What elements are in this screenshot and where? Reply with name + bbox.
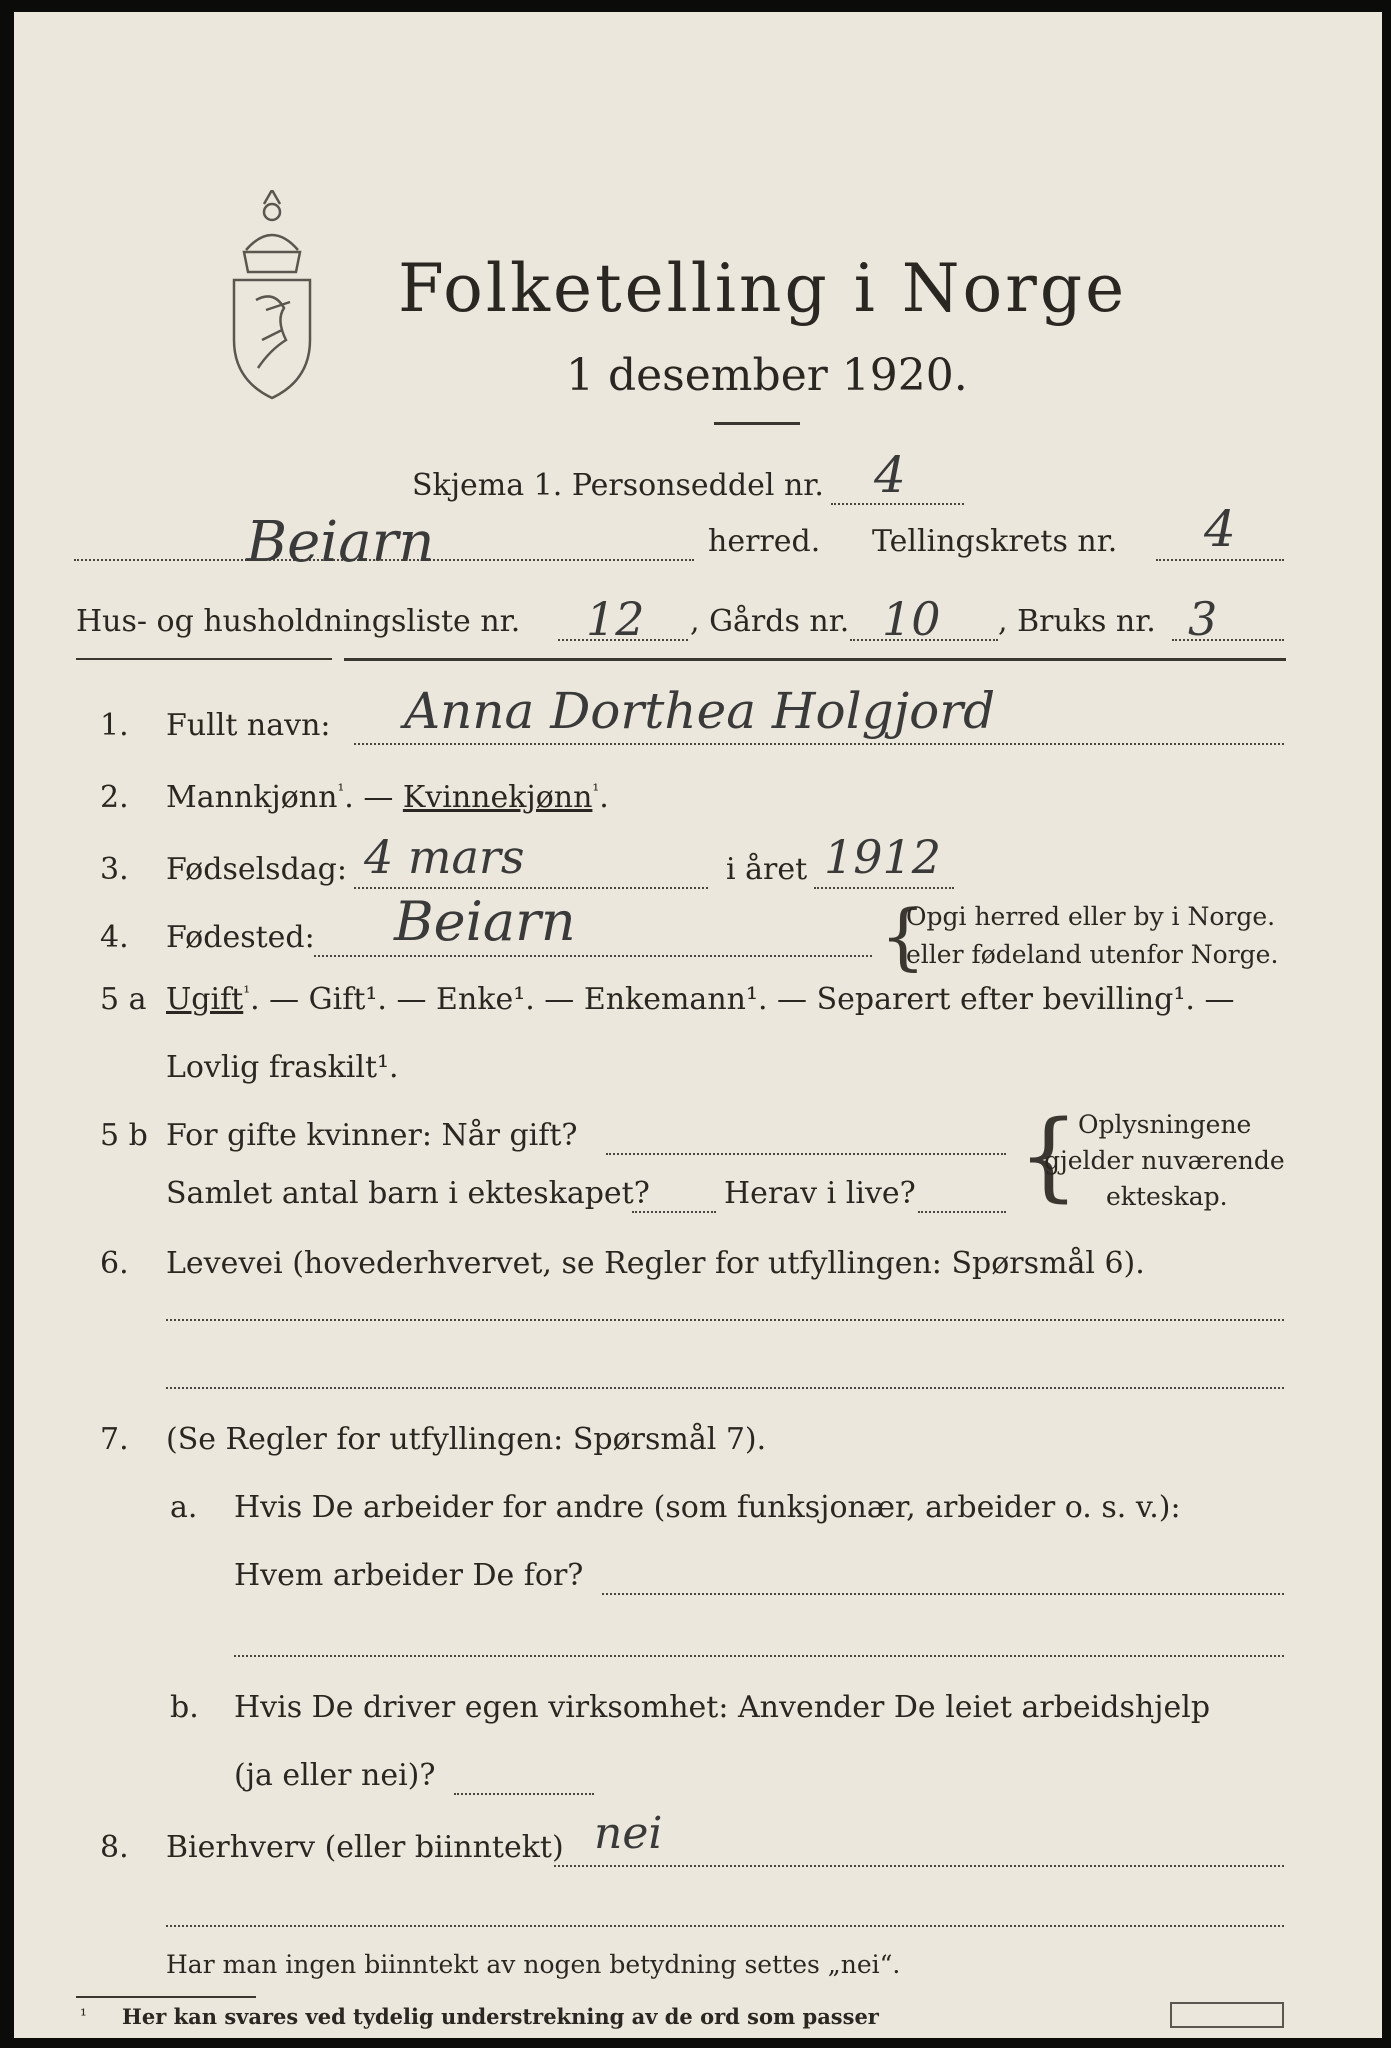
bruks-value: 3 [1188,592,1218,646]
q7b-label2: (ja eller nei)? [234,1758,436,1793]
q4-fill-line [314,955,872,957]
q5a-options [166,982,1234,1017]
q5b-note-line1: Oplysningene [1078,1110,1252,1139]
header-rule-right [344,658,1286,661]
q4-note-line2: eller fødeland utenfor Norge. [906,940,1279,969]
herred-value: Beiarn [246,510,435,575]
q2-male: Mannkjønn [166,780,338,815]
q3-value: 4 mars [364,830,525,884]
skjema-value: 4 [874,446,906,504]
skjema-label: Skjema 1. Personseddel nr. [412,468,824,503]
gaards-label: , Gårds nr. [690,604,850,639]
q7a-label2: Hvem arbeider De for? [234,1558,584,1593]
q5a-ugift: Ugift [166,982,244,1017]
q4-label: Fødested: [166,920,315,955]
q2-options [166,780,609,815]
q5b-label-alive: Herav i live? [724,1176,916,1211]
q5b-label-married: For gifte kvinner: Når gift? [166,1118,578,1153]
footnote-text: Her kan svares ved tydelig understrekning av de ord som passer [122,2004,879,2029]
q3-number: 3. [100,852,129,887]
bruks-label: , Bruks nr. [998,604,1156,639]
q5b-number: 5 b [100,1118,148,1153]
q2-end: . [599,780,609,815]
q3-year-label: i året [726,852,808,887]
q2-male-mark: ¹ [337,781,345,801]
q4-note-line1: Opgi herred eller by i Norge. [906,902,1276,931]
q8-fill-line2 [166,1925,1284,1927]
q7b-label: Hvis De driver egen virksomhet: Anvender De leiet arbeidshjelp [234,1690,1211,1725]
q2-female: Kvinnekjønn [402,780,593,815]
q2-number: 2. [100,780,129,815]
herred-label: herred. [708,524,821,559]
q8-value: nei [594,1808,663,1859]
tellingskrets-fill-line [1156,559,1284,561]
hus-value: 12 [586,592,645,646]
q5b-children-fill-line [632,1211,716,1213]
gaards-value: 10 [882,592,941,646]
q5a-number: 5 a [100,982,147,1017]
q3-year-value: 1912 [824,830,942,884]
q3-fill-line [354,887,708,889]
q5b-alive-fill-line [918,1211,1006,1213]
q2-separator: . — [344,780,403,815]
q1-label: Fullt navn: [166,708,331,743]
q7b-number: b. [170,1690,199,1725]
q7a-fill-line2 [234,1655,1284,1657]
q5b-note-line3: ekteskap. [1106,1182,1228,1211]
q1-value: Anna Dorthea Holgjord [404,682,996,740]
footnote-mark: ¹ [80,2006,87,2026]
q7a-label: Hvis De arbeider for andre (som funksjonær, arbeider o. s. v.): [234,1490,1181,1525]
q7a-number: a. [170,1490,198,1525]
footnote-rule [76,1996,256,1998]
q7a-fill-line1 [602,1593,1284,1595]
q3-label: Fødselsdag: [166,852,347,887]
q5b-married-fill-line [606,1153,1006,1155]
q1-number: 1. [100,708,129,743]
q5a-line2: Lovlig fraskilt¹. [166,1050,399,1085]
q8-number: 8. [100,1830,129,1865]
hus-label: Hus- og husholdningsliste nr. [76,604,521,639]
q6-fill-line2 [166,1387,1284,1389]
census-form-sheet [14,12,1382,2038]
q7b-fill-line [454,1793,594,1795]
q5b-brace: { [1018,1100,1080,1212]
q6-number: 6. [100,1246,129,1281]
q5a-ugift-mark: ¹ [243,983,251,1003]
q8-label: Bierhverv (eller biinntekt) [166,1830,564,1865]
tellingskrets-value: 4 [1204,500,1236,558]
q8-note: Har man ingen biinntekt av nogen betydning settes „nei“. [166,1950,901,1979]
title-divider [714,422,800,425]
form-title: Folketelling i Norge [398,250,1128,327]
q4-brace: { [880,894,926,978]
q4-value: Beiarn [394,890,576,953]
printer-stamp [1170,2002,1284,2028]
q7-number: 7. [100,1422,129,1457]
q1-fill-line [354,743,1284,745]
q5b-label-children: Samlet antal barn i ekteskapet? [166,1176,650,1211]
q6-label: Levevei (hovederhvervet, se Regler for utfyllingen: Spørsmål 6). [166,1246,1145,1281]
q8-fill-line1 [554,1865,1284,1867]
q5a-rest: . — Gift¹. — Enke¹. — Enkemann¹. — Separert efter bevilling¹. — [250,982,1235,1017]
header-rule-left [76,658,332,660]
q6-fill-line1 [166,1319,1284,1321]
form-date: 1 desember 1920. [566,350,968,401]
q7-label: (Se Regler for utfyllingen: Spørsmål 7). [166,1422,767,1457]
coat-of-arms-icon [226,190,318,400]
q2-female-mark: ¹ [592,781,600,801]
q4-number: 4. [100,920,129,955]
q5b-note-line2: gjelder nuværende [1044,1146,1285,1175]
tellingskrets-label: Tellingskrets nr. [872,524,1118,559]
q3-year-fill-line [814,887,954,889]
